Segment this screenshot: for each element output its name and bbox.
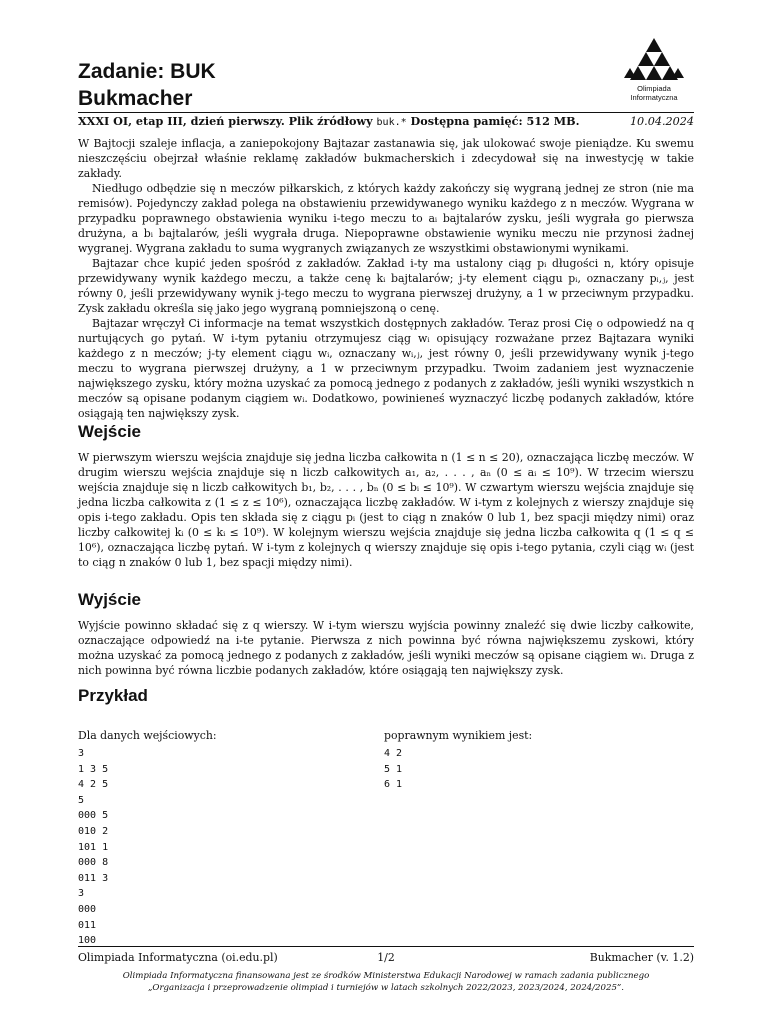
page-number: 1/2 (377, 951, 395, 964)
funding-line: „Organizacja i przeprowadzenie olimpiad i turniejów w latach szkolnych 2022/2023, 2023/2024, 2024/2025”. (147, 983, 625, 993)
header (78, 58, 694, 114)
funding-note (70, 970, 702, 994)
logo-text-line1: Olimpiada (637, 84, 671, 93)
footer-divider (78, 946, 694, 947)
code-line: 100 (78, 935, 97, 947)
code-line: 010 2 (78, 825, 109, 837)
example-output-block (384, 746, 402, 793)
logo-text-line2: Informatyczna (630, 93, 678, 102)
statement-paragraph: Bajtazar chce kupić jeden spośród z zakładów. Zakład i-ty ma ustalony ciąg pᵢ długości n, który opisuje przewidywany wynik każdego meczu, a także cenę kᵢ bajtalarów; j-ty element ciągu pᵢ, oznaczany pᵢ,ⱼ, jest równy 0, jeśli przewidywany wynik j-tego meczu to wygrana pierwszej drużyny, a 1 w przeciwnym przypadku. Zysk zakładu określa się jako jego wygraną pomniejszoną o cenę. (78, 257, 694, 315)
code-line: 101 1 (78, 841, 109, 853)
footer-version: Bukmacher (v. 1.2) (589, 951, 694, 964)
output-section (78, 618, 694, 678)
statement-paragraph: Bajtazar wręczył Ci informacje na temat wszystkich dostępnych zakładów. Teraz prosi Cię o odpowiedź na q nurtujących go pytań. W i-tym pytaniu otrzymujesz ciąg wᵢ opisujący rozważane przez Bajtazara wyniki każdego z n meczów; j-ty element ciągu wᵢ, oznaczany wᵢ,ⱼ, jest równy 0, jeśli przewidywany wynik j-tego meczu to wygrana pierwszej drużyny, a 1 w przeciwnym przypadku. Twoim zadaniem jest wyznaczenie największego zysku, który można uzyskać za pomocą jednego z podanych z zakładów, jeśli wyniki wszystkich n meczów są opisane podanym ciągiem wᵢ. Dodatkowo, powinieneś wyznaczyć liczbę podanych zakładów, które osiągają ten największy zysk. (78, 317, 694, 420)
output-description: Wyjście powinno składać się z q wierszy. W i-tym wierszu wyjścia powinny znaleźć się dwie liczby całkowite, oznaczające odpowiedź na i-te pytanie. Pierwsza z nich powinna być równa największemu zyskowi, który można uzyskać za pomocą jednego z podanych z zakładów, jeśli wyniki meczów są opisane ciągiem wᵢ. Druga z nich powinna być równa liczbie podanych zakładów, które osiągają ten największy zysk. (78, 619, 694, 677)
meta-source-file: buk.* (376, 117, 407, 128)
example-heading: Przykład (78, 686, 148, 705)
statement-paragraph: Niedługo odbędzie się n meczów piłkarskich, z których każdy zakończy się wygraną jednej ze stron (nie ma remisów). Pojedynczy zakład polega na obstawieniu przewidywanego wyniku każdego z n meczów. Wygrana w przypadku poprawnego obstawienia wyniku i-tego meczu to aᵢ bajtalarów zysku, jeśli wygrała go pierwsza drużyna, a bᵢ bajtalarów, jeśli wygrała druga. Niepoprawne obstawienie wyniku meczu nie przynosi żadnej wygranej. Wygrana zakładu to suma wygranych związanych ze wszystkimi obstawionymi wynikami. (78, 182, 694, 255)
input-description: W pierwszym wierszu wejścia znajduje się jedna liczba całkowita n (1 ≤ n ≤ 20), oznaczająca liczbę meczów. W drugim wierszu wejścia znajduje się n liczb całkowitych a₁, a₂, . . . , aₙ (0 ≤ aᵢ ≤ 10⁹). W trzecim wierszu wejścia znajduje się n liczb całkowitych b₁, b₂, . . . , bₙ (0 ≤ bᵢ ≤ 10⁹). W czwartym wierszu wejścia znajduje się jedna liczba całkowita z (1 ≤ z ≤ 10⁶), oznaczająca liczbę zakładów. W i-tym z kolejnych z wierszy znajduje się opis i-tego zakładu. Opis ten składa się z ciągu pᵢ (jest to ciąg n znaków 0 lub 1, bez spacji między nimi) oraz liczby całkowitej kᵢ (0 ≤ kᵢ ≤ 10⁹). W kolejnym wierszu wejścia znajduje się jedna liczba całkowita q (1 ≤ q ≤ 10⁶), oznaczająca liczbę pytań. W i-tym z kolejnych q wierszy znajduje się opis i-tego pytania, czyli ciąg wᵢ (jest to ciąg n znaków 0 lub 1, bez spacji między nimi). (78, 451, 694, 569)
code-line: 4 2 (384, 748, 403, 759)
contest-meta-line (78, 112, 694, 130)
footer (78, 950, 694, 965)
code-line: 5 1 (384, 763, 403, 775)
example-output-label: poprawnym wynikiem jest: (384, 729, 533, 742)
meta-prefix: XXXI OI, etap III, dzień pierwszy. Plik źródłowy (78, 114, 373, 128)
problem-statement (78, 136, 694, 421)
code-line: 3 (78, 748, 85, 759)
statement-paragraph: W Bajtocji szaleje inflacja, a zaniepokojony Bajtazar zastanawia się, jak ulokować swoje pieniądze. Ku swemu nieszczęściu obejrzał właśnie reklamę zakładów bukmacherskich i zdecydował się na inwestycję w takie zakłady. (78, 137, 694, 180)
code-line: 1 3 5 (78, 763, 109, 775)
contest-date: 10.04.2024 (629, 115, 694, 128)
code-line: 3 (78, 888, 85, 900)
meta-memory: Dostępna pamięć: 512 MB. (410, 114, 580, 128)
task-name-title: Bukmacher (78, 87, 193, 110)
example-input-block (78, 746, 108, 949)
code-line: 000 5 (78, 810, 109, 822)
code-line: 011 3 (78, 872, 109, 884)
input-heading: Wejście (78, 422, 142, 441)
code-line: 6 1 (384, 779, 403, 791)
code-line: 011 (78, 919, 97, 931)
code-line: 5 (78, 794, 85, 806)
olympiad-logo-icon (624, 38, 684, 84)
code-line: 000 8 (78, 857, 109, 869)
olympiad-logo (614, 38, 694, 108)
example-input-label: Dla danych wejściowych: (78, 729, 217, 742)
problem-page (78, 0, 694, 1024)
input-section (78, 450, 694, 570)
code-line: 000 (78, 903, 97, 915)
funding-line: Olimpiada Informatyczna finansowana jest ze środków Ministerstwa Edukacji Narodowej w ramach zadania publicznego (122, 971, 650, 981)
task-code-title: Zadanie: BUK (78, 60, 216, 83)
output-heading: Wyjście (78, 590, 142, 609)
footer-site: Olimpiada Informatyczna (oi.edu.pl) (78, 951, 278, 964)
code-line: 4 2 5 (78, 779, 109, 791)
